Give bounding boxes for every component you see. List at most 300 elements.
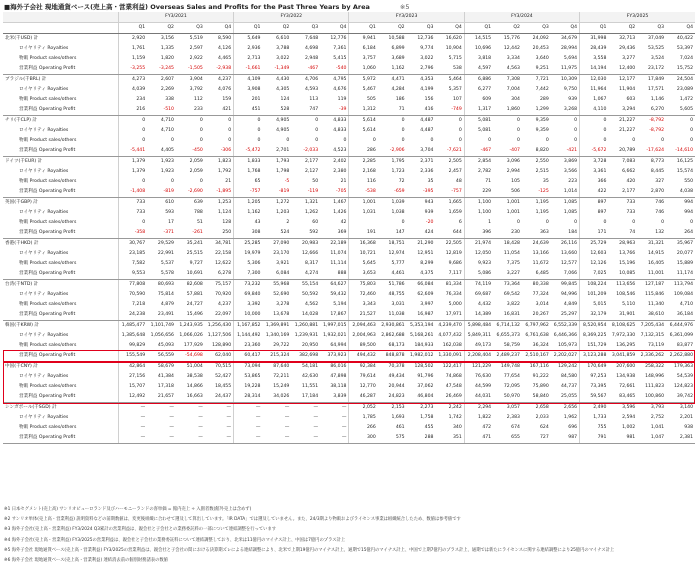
- value-cell: —: [291, 433, 320, 444]
- value-cell: 15,776: [493, 34, 522, 45]
- value-cell: 2,273: [407, 403, 436, 414]
- value-cell: 733: [118, 198, 147, 209]
- row-label: ロイヤリティ Royalties: [19, 128, 69, 133]
- value-cell: 8,317: [304, 261, 319, 266]
- value-cell: 37,049: [637, 34, 666, 45]
- value-cell: 72: [398, 179, 405, 184]
- value-cell: 674: [511, 425, 520, 430]
- value-cell: 5,898,484: [464, 321, 493, 332]
- value-cell: 75,803: [349, 280, 378, 291]
- row-label: 営業利益 Operating Profit: [3, 105, 118, 116]
- value-cell: 17,184: [291, 392, 320, 403]
- value-cell: 177,929: [183, 343, 203, 348]
- value-cell: 3,343: [349, 300, 378, 310]
- value-cell: 12,050: [464, 249, 493, 259]
- quarter-header: Q4: [205, 23, 234, 34]
- value-cell: 51: [196, 220, 203, 225]
- value-cell: 4,430: [262, 75, 291, 86]
- footnote-1: ※1 日本セグメント(売上高) サンリオピューロランド及びハーモニーランドの客単価 = 館内売上 ÷ 入園者数(館外売上は含めず): [4, 507, 252, 512]
- value-cell: 80,693: [147, 280, 176, 291]
- value-cell: 1,379: [118, 157, 147, 168]
- value-cell: 3,653: [349, 269, 378, 280]
- value-cell: 37,062: [417, 384, 434, 389]
- value-cell: 1,733: [580, 413, 609, 423]
- region-total-row: [3, 34, 695, 45]
- value-cell: 727: [522, 433, 551, 444]
- value-cell: 21: [225, 179, 232, 184]
- value-cell: 5,110: [622, 302, 636, 307]
- table-row: [3, 392, 695, 403]
- value-cell: 5,649: [234, 34, 263, 45]
- value-cell: 80,338: [522, 280, 551, 291]
- region-total-row: [3, 362, 695, 373]
- value-cell: 366: [580, 177, 609, 187]
- value-cell: -8,792: [637, 116, 666, 127]
- value-cell: 26,469: [435, 392, 464, 403]
- value-cell: 12,030: [580, 75, 609, 86]
- value-cell: 6,485: [522, 269, 551, 280]
- value-cell: 50: [312, 179, 319, 184]
- value-cell: 5,000: [448, 302, 462, 307]
- value-cell: 11,672: [532, 261, 549, 266]
- value-cell: 72,095: [503, 384, 520, 389]
- value-cell: 111,823: [645, 384, 665, 389]
- value-cell: 8,820: [522, 146, 551, 157]
- value-cell: 2,594: [622, 415, 636, 420]
- value-cell: 42,864: [118, 362, 147, 373]
- table-row: [3, 44, 695, 54]
- value-cell: —: [226, 425, 232, 430]
- value-cell: 12,492: [118, 392, 147, 403]
- value-cell: 105,973: [558, 343, 578, 348]
- value-cell: 0: [690, 128, 693, 133]
- value-cell: -467: [464, 146, 493, 157]
- table-row: [3, 372, 695, 382]
- row-label: 韓国(千KRW) 計: [3, 321, 118, 332]
- value-cell: 14,389: [464, 310, 493, 321]
- value-cell: 19,228: [234, 382, 263, 392]
- value-cell: 4,487: [420, 128, 434, 133]
- value-cell: 207,600: [608, 362, 637, 373]
- value-cell: -1,349: [262, 64, 291, 75]
- value-cell: 35,967: [666, 239, 695, 250]
- value-cell: -17,624: [637, 146, 666, 157]
- value-cell: 179,363: [666, 362, 695, 373]
- value-cell: 11,975: [551, 64, 580, 75]
- value-cell: 258,322: [637, 362, 666, 373]
- value-cell: 21,227: [619, 128, 636, 133]
- value-cell: 72,661: [619, 384, 636, 389]
- value-cell: 4,795: [320, 75, 349, 86]
- value-cell: 2,371: [407, 157, 436, 168]
- value-cell: 2,920: [118, 34, 147, 45]
- year-header: FY3/2025: [580, 12, 695, 23]
- value-cell: 1,060: [349, 64, 378, 75]
- value-cell: 36,324: [532, 343, 549, 348]
- value-cell: 0: [228, 128, 232, 133]
- value-cell: 897: [580, 198, 609, 209]
- value-cell: 0: [580, 116, 609, 127]
- value-cell: 4,237: [205, 75, 234, 86]
- value-cell: -125: [522, 187, 551, 198]
- value-cell: 34,781: [205, 239, 234, 250]
- table-row: [3, 64, 695, 75]
- value-cell: 5,357: [448, 87, 462, 92]
- value-cell: 746: [637, 198, 666, 209]
- value-cell: 351: [435, 433, 464, 444]
- value-cell: 0: [315, 128, 319, 133]
- value-cell: 49,173: [464, 341, 493, 351]
- value-cell: 7,648: [291, 34, 320, 45]
- value-cell: 939: [424, 210, 434, 215]
- value-cell: 0: [234, 126, 263, 136]
- value-cell: 21,227: [608, 116, 637, 127]
- value-cell: 6,610: [262, 34, 291, 45]
- value-cell: 0: [228, 138, 232, 143]
- value-cell: 124,823: [674, 384, 693, 389]
- value-cell: 12,819: [445, 251, 462, 256]
- value-cell: 41,384: [157, 374, 174, 379]
- value-cell: 2,285: [349, 157, 378, 168]
- value-cell: 108,546: [616, 292, 636, 297]
- value-cell: 994: [684, 210, 693, 215]
- value-cell: 0: [545, 138, 549, 143]
- value-cell: 1,330,091: [435, 351, 464, 362]
- value-cell: 5,081: [464, 116, 493, 127]
- value-cell: 15,249: [273, 384, 290, 389]
- value-cell: 12,974: [388, 251, 405, 256]
- value-cell: 2,201: [679, 415, 693, 420]
- value-cell: 47,548: [445, 384, 462, 389]
- value-cell: 64,994: [330, 343, 347, 348]
- value-cell: 1,761: [118, 44, 147, 54]
- value-cell: 4,305: [276, 87, 290, 92]
- value-cell: 6,552,339: [551, 321, 580, 332]
- value-cell: -54,698: [176, 351, 205, 362]
- value-cell: 0: [493, 116, 522, 127]
- value-cell: 9,553: [118, 269, 147, 280]
- value-cell: 550: [684, 179, 693, 184]
- row-label: ロイヤリティ Royalties: [19, 210, 69, 215]
- table-row: [3, 95, 695, 105]
- value-cell: 3,793: [637, 403, 666, 414]
- value-cell: 25,285: [234, 239, 263, 250]
- value-cell: 1,758: [420, 415, 434, 420]
- value-cell: 6,655,373: [496, 333, 520, 338]
- value-cell: 2,656: [551, 403, 580, 414]
- value-cell: 4,597: [464, 64, 493, 75]
- row-label: ドイツ(千EUR) 計: [3, 157, 118, 168]
- value-cell: 2,383: [506, 415, 520, 420]
- value-cell: 5,353,194: [407, 321, 436, 332]
- value-cell: —: [234, 403, 263, 414]
- value-cell: 1,820: [160, 56, 174, 61]
- value-cell: 107: [452, 97, 462, 102]
- value-cell: 124: [280, 97, 290, 102]
- value-cell: 4,487: [407, 116, 436, 127]
- value-cell: 13,766: [619, 251, 636, 256]
- value-cell: 3,921: [276, 261, 290, 266]
- value-cell: -540: [320, 64, 349, 75]
- value-cell: 19,979: [234, 249, 263, 259]
- value-cell: 5,605: [666, 105, 695, 116]
- value-cell: -20: [425, 220, 434, 225]
- value-cell: -3,255: [118, 64, 147, 75]
- value-cell: —: [118, 403, 147, 414]
- value-cell: 1,467: [320, 198, 349, 209]
- value-cell: 12,622: [215, 261, 232, 266]
- table-row: [3, 167, 695, 177]
- value-cell: 943: [407, 198, 436, 209]
- value-cell: 1,665: [435, 198, 464, 209]
- value-cell: 24,639: [522, 239, 551, 250]
- value-cell: 5,972: [349, 75, 378, 86]
- value-cell: 2,242: [435, 403, 464, 414]
- value-cell: 1,798: [276, 169, 290, 174]
- value-cell: 0: [205, 116, 234, 127]
- value-cell: 5,194: [333, 302, 347, 307]
- value-cell: 2,550: [522, 157, 551, 168]
- value-cell: 71: [464, 177, 493, 187]
- value-cell: 15,707: [118, 382, 147, 392]
- row-label: ロイヤリティ Royalties: [19, 415, 69, 420]
- value-cell: 38,610: [637, 310, 666, 321]
- value-cell: 12,603: [580, 249, 609, 259]
- row-label: 営業利益 Operating Profit: [3, 351, 118, 362]
- value-cell: 18,751: [378, 239, 407, 250]
- value-cell: 167,116: [522, 362, 551, 373]
- value-cell: 7,375: [506, 261, 520, 266]
- value-cell: 40,422: [666, 34, 695, 45]
- region-total-row: [3, 321, 695, 332]
- value-cell: 421: [205, 105, 234, 116]
- value-cell: 76,334: [445, 292, 462, 297]
- value-cell: 77,324: [532, 292, 549, 297]
- value-cell: 223: [568, 179, 578, 184]
- value-cell: 24,504: [666, 75, 695, 86]
- value-cell: 6,278: [205, 269, 234, 280]
- value-cell: 9,941: [349, 34, 378, 45]
- value-cell: 94,996: [561, 292, 578, 297]
- value-cell: 2,402: [320, 157, 349, 168]
- value-cell: 89,500: [349, 341, 378, 351]
- value-cell: 64,627: [320, 280, 349, 291]
- value-cell: 2,505: [435, 157, 464, 168]
- value-cell: 4,833: [333, 128, 347, 133]
- value-cell: 70,590: [118, 290, 147, 300]
- value-cell: 48,755: [388, 292, 405, 297]
- value-cell: 156: [424, 97, 434, 102]
- value-cell: 75,157: [205, 280, 234, 291]
- table-row: [3, 341, 695, 351]
- value-cell: 2,489,237: [493, 351, 522, 362]
- value-cell: 28,439: [580, 44, 609, 54]
- value-cell: 23,185: [118, 249, 147, 259]
- row-label: 営業利益 Operating Profit: [3, 392, 118, 403]
- value-cell: 363: [522, 228, 551, 239]
- value-cell: 91,796: [417, 374, 434, 379]
- table-row: [3, 290, 695, 300]
- row-label: 物販 Product sales/others: [19, 179, 77, 184]
- value-cell: 0: [545, 220, 549, 225]
- value-cell: —: [169, 415, 174, 420]
- table-row: [3, 259, 695, 269]
- value-cell: 3,392: [234, 300, 263, 310]
- value-cell: 4,126: [217, 46, 232, 51]
- quarter-header: Q1: [234, 23, 263, 34]
- value-cell: 23,491: [147, 310, 176, 321]
- year-header: FY3/2022: [234, 12, 349, 23]
- value-cell: 122,417: [435, 362, 464, 373]
- value-cell: 0: [458, 128, 462, 133]
- value-cell: 34,026: [262, 392, 291, 403]
- value-cell: 184: [551, 228, 580, 239]
- value-cell: 13,678: [262, 310, 291, 321]
- value-cell: 11,551: [302, 384, 319, 389]
- value-cell: 1,067: [580, 95, 609, 105]
- value-cell: 2,713: [234, 54, 263, 64]
- value-cell: 3,041,859: [608, 351, 637, 362]
- value-cell: 0: [516, 220, 520, 225]
- value-cell: 5,849,311: [464, 331, 493, 341]
- value-cell: 7,132,315: [640, 333, 665, 338]
- value-cell: 9,686: [448, 261, 462, 266]
- value-cell: 16,368: [349, 239, 378, 250]
- value-cell: 286: [349, 146, 378, 157]
- value-cell: 233: [176, 105, 205, 116]
- value-cell: 1,205: [234, 198, 263, 209]
- value-cell: 8,108,625: [608, 321, 637, 332]
- value-cell: 23,089: [676, 87, 693, 92]
- value-cell: 4,273: [118, 75, 147, 86]
- value-cell: 74,868: [445, 374, 462, 379]
- value-cell: 1,693: [391, 415, 405, 420]
- year-header: FY3/2021: [118, 12, 233, 23]
- value-cell: 230: [493, 228, 522, 239]
- value-cell: 304: [511, 97, 520, 102]
- table-row: [3, 136, 695, 146]
- value-cell: 44,737: [561, 384, 578, 389]
- value-cell: 746: [655, 210, 665, 215]
- value-cell: 84,580: [561, 374, 578, 379]
- value-cell: 1,369,891: [262, 321, 291, 332]
- value-cell: 5,614: [349, 126, 378, 136]
- value-cell: 0: [430, 138, 434, 143]
- value-cell: 11,054: [503, 251, 520, 256]
- value-cell: 2: [286, 220, 290, 225]
- value-cell: 31,998: [580, 34, 609, 45]
- value-cell: -407: [493, 146, 522, 157]
- value-cell: 2,269: [160, 87, 174, 92]
- value-cell: 132: [637, 228, 666, 239]
- value-cell: 4,523: [320, 146, 349, 157]
- value-cell: 32,713: [608, 34, 637, 45]
- value-cell: 6,084: [262, 269, 291, 280]
- value-cell: 69,542: [503, 292, 520, 297]
- value-cell: 128,890: [212, 343, 232, 348]
- row-label: 物販 Product sales/others: [19, 302, 77, 307]
- value-cell: 162,038: [442, 343, 462, 348]
- value-cell: 2,094,463: [349, 321, 378, 332]
- value-cell: 1,001: [349, 198, 378, 209]
- value-cell: 3,908: [234, 85, 263, 95]
- value-cell: 7,442: [535, 87, 549, 92]
- value-cell: 53,525: [647, 46, 665, 51]
- region-total-row: [3, 239, 695, 250]
- value-cell: 1,144,492: [234, 331, 263, 341]
- value-cell: 112: [194, 97, 203, 102]
- value-cell: 1,038: [391, 210, 405, 215]
- region-total-row: [3, 403, 695, 414]
- value-cell: 7,117: [435, 269, 464, 280]
- value-cell: —: [147, 403, 176, 414]
- value-cell: -8,792: [649, 128, 665, 133]
- value-cell: 3,566: [563, 169, 578, 174]
- value-cell: 1,299: [522, 105, 551, 116]
- value-cell: 0: [171, 138, 174, 143]
- value-cell: 81,334: [435, 280, 464, 291]
- value-cell: 471: [464, 433, 493, 444]
- value-cell: 53,397: [676, 46, 693, 51]
- page-title: [4, 2, 409, 11]
- value-cell: -261: [176, 228, 205, 239]
- value-cell: 6,662: [622, 169, 636, 174]
- value-cell: 6,797,962: [522, 321, 551, 332]
- value-cell: 51,786: [378, 280, 407, 291]
- value-cell: 624: [539, 425, 549, 430]
- value-cell: 3,140: [666, 403, 695, 414]
- value-cell: 229: [464, 187, 493, 198]
- value-cell: 22,097: [205, 310, 234, 321]
- row-label: ロイヤリティ Royalties: [19, 87, 69, 92]
- value-cell: 2,033: [535, 415, 549, 420]
- value-cell: —: [198, 415, 203, 420]
- value-cell: 73,232: [234, 280, 263, 291]
- value-cell: 2,701: [262, 146, 291, 157]
- table-row: [3, 382, 695, 392]
- value-cell: 4,676: [333, 87, 347, 92]
- value-cell: 2,380: [333, 169, 347, 174]
- value-cell: 12,577: [561, 261, 578, 266]
- value-cell: 151,729: [580, 341, 609, 351]
- value-cell: 593: [165, 210, 174, 215]
- value-cell: 0: [118, 177, 147, 187]
- value-cell: 47,898: [330, 374, 347, 379]
- value-cell: 42: [340, 220, 347, 225]
- value-cell: 2,059: [176, 157, 205, 168]
- value-cell: —: [291, 403, 320, 414]
- value-cell: 0: [516, 128, 520, 133]
- value-cell: 3,156: [147, 34, 176, 45]
- value-cell: 2,870: [637, 187, 666, 198]
- value-cell: 4,833: [320, 116, 349, 127]
- value-cell: 16,831: [493, 310, 522, 321]
- value-cell: 2,168: [349, 167, 378, 177]
- value-cell: 4,710: [147, 116, 176, 127]
- value-cell: -421: [551, 146, 580, 157]
- value-cell: 7,308: [493, 75, 522, 86]
- value-cell: 733: [608, 198, 637, 209]
- value-cell: 0: [349, 136, 378, 146]
- value-cell: 2,381: [666, 433, 695, 444]
- row-label: 営業利益 Operating Profit: [3, 310, 118, 321]
- value-cell: 2,948: [304, 56, 319, 61]
- value-cell: 5,086: [464, 269, 493, 280]
- value-cell: 75,814: [157, 292, 174, 297]
- value-cell: —: [262, 433, 291, 444]
- value-cell: -14,610: [666, 146, 695, 157]
- value-cell: 23,360: [234, 341, 263, 351]
